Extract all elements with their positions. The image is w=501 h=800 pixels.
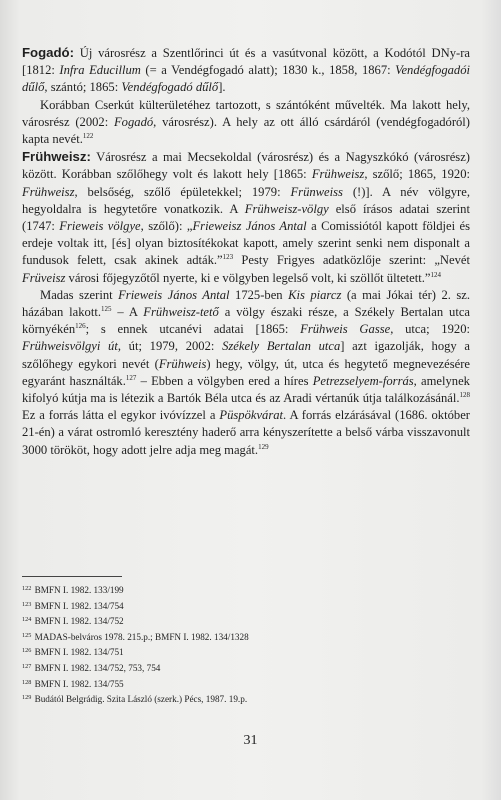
footnote [22,661,470,677]
italic-term: Infra Educillum [59,63,141,78]
footnote-number: 128 [22,678,32,686]
text-run: első írásos adatai szerint (1747: [22,201,470,234]
footnote-reference: 127 [125,373,137,382]
footnote-reference: 124 [430,270,442,279]
text-run: Városrész a mai Mecsekoldal (városrész) és a Nagyszkókó (városrész) között. Korábban szőlőhegy volt és lakott hely [1865: [22,150,470,182]
footnote-number: 126 [22,647,32,655]
text-run: ] azt igazolják, hogy a szőlőhegy egykori nevét ( [22,339,470,371]
italic-term: Kis piarcz [288,287,342,302]
entry-paragraph [22,287,470,459]
text-run: (!)]. A név völgyre, hegyoldalra is hegytetőre vonatkozik. A [22,184,470,216]
page-number: 31 [243,733,258,748]
italic-term: Fogadó [113,114,154,129]
footnote-text: Budától Belgrádig. Szita László (szerk.) Pécs, 1987. 19.p. [34,694,248,705]
text-run: (= a Vendégfogadó alatt); 1830 k., 1858, 1867: [140,63,396,78]
footnote [22,692,470,708]
entry-paragraph [22,97,470,149]
text-run: , amelynek kifolyó kútja ma is létezik a Bartók Béla utca és az Aradi vértanúk útja találkozásánál. [22,373,470,406]
footnotes [22,583,470,708]
italic-term: Frieweisz János Antal [192,219,307,234]
entry-paragraph [22,44,470,97]
text-run: – Ebben a völgyben ered a híres [136,373,313,388]
footnote-text: BMFN I. 1982. 134/752 [34,616,124,627]
footnote-number: 129 [22,694,32,702]
text-run: . A forrás elzárásával (1686. október 21-én) a várat ostromló keresztény haderő arra kényszerítette a belső várba visszavonult 3000 törököt, hogy adott jelre adja meg magát. [22,408,470,457]
footnote-text: MADAS-belváros 1978. 215.p.; BMFN I. 1982. 134/1328 [34,631,249,642]
text-run: ]. [218,80,226,95]
italic-term: Vendégfogadó dűlő [121,80,219,95]
text-run: Új városrész a Szentlőrinci út és a vasútvonal között, a Kodótól DNy-ra [1812: [22,46,470,78]
italic-term: Frünweiss [290,184,343,199]
footnote-reference: 122 [82,132,94,141]
entry-headword: Fogadó: [22,45,75,60]
footnote-reference: 125 [101,305,112,314]
footnote-number: 124 [22,616,32,624]
footnote-text: BMFN I. 1982. 134/751 [34,647,124,658]
footnote [22,599,470,615]
text-run: Madas szerint [40,287,119,302]
footnote-text: BMFN I. 1982. 133/199 [34,585,124,595]
italic-term: Frieweis völgye [59,219,141,234]
italic-term: Frühweisz-völgy [244,201,329,216]
text-run: (a mai Jókai tér) 2. sz. házában lakott. [22,287,470,320]
text-run: 1725-ben [229,287,289,302]
text-run: Ez a forrás látta el egykor ivóvízzel a [22,408,220,423]
text-run: , szántó; 1865: [44,80,122,95]
text-run: Pesty Frigyes adatközlője szerint: „Nevét [233,253,470,268]
italic-term: Frühweisz-tető [143,305,219,320]
footnote [22,614,470,630]
footnote-number: 125 [22,631,32,639]
text-run: ) hegy, völgy, út, utca és hegytető megnevezésére egyaránt használták. [22,356,470,388]
footnote [22,677,470,693]
text-run: , út; 1979, 2002: [117,339,223,354]
italic-term: Frühweisvölgyi út [22,339,118,354]
footnote-text: BMFN I. 1982. 134/755 [34,678,124,689]
text-run: , belsőség, szőlő épületekkel; 1979: [74,184,291,199]
italic-term: Frühweis [158,356,207,371]
footnote [22,645,470,661]
footnote-number: 122 [22,585,32,592]
text-run: a völgy északi része, a Székely Bertalan utca környékén [22,305,471,337]
footnote-reference: 126 [75,322,86,331]
footnote-divider [22,576,122,577]
italic-term: Frühweis Gasse [300,322,391,337]
text-run: , utca; 1920: [390,322,470,337]
entry-paragraph [22,148,470,287]
footnote-number: 127 [22,662,32,670]
footnote [22,583,470,599]
italic-term: Frühweisz [22,184,75,199]
text-run: , szőlő; 1865, 1920: [364,167,470,182]
italic-term: Székely Bertalan utca [222,339,341,354]
text-run: Korábban Cserkút külterületéhez tartozott, s szántóként művelték. Ma lakott hely, városrész (2002: [22,97,470,129]
footnote [22,630,470,646]
entry-headword: Frühweisz: [22,149,91,165]
footnote-number: 123 [22,600,32,608]
text-run: a Comissiótól kapott földjei és erdeje voltak itt, [és] olyan biztosítékokat kapott, amely szerint senki nem disponalt a fundusok felett, csak akinek adták.” [22,219,471,268]
italic-term: Frühweisz [311,167,365,182]
text-run: , városrész). A hely az ott álló csárdáról (vendégfogadóról) kapta nevét. [22,114,471,147]
italic-term: Frieweis János Antal [118,287,230,302]
text-run: ; s ennek utcanévi adatai [1865: [85,322,301,337]
italic-term: Früveisz [22,270,66,285]
body-text [22,44,470,459]
italic-term: Püspökvárat [219,408,284,423]
footnote-reference: 123 [222,253,234,262]
footnote-text: BMFN I. 1982. 134/752, 753, 754 [34,662,161,673]
italic-term: Petrezselyem-forrás [312,373,414,388]
footnote-reference: 128 [459,391,470,400]
text-run: városi főjegyzőtől nyerte, ki e völgyben legelső volt, ki szöllőt ültetett.” [65,270,431,285]
footnote-reference: 129 [258,442,269,451]
footnote-text: BMFN I. 1982. 134/754 [34,600,124,611]
text-run: , szőlő): „ [140,219,193,234]
text-run: – A [111,305,144,320]
italic-term: Vendégfogadói dűlő [22,63,471,95]
